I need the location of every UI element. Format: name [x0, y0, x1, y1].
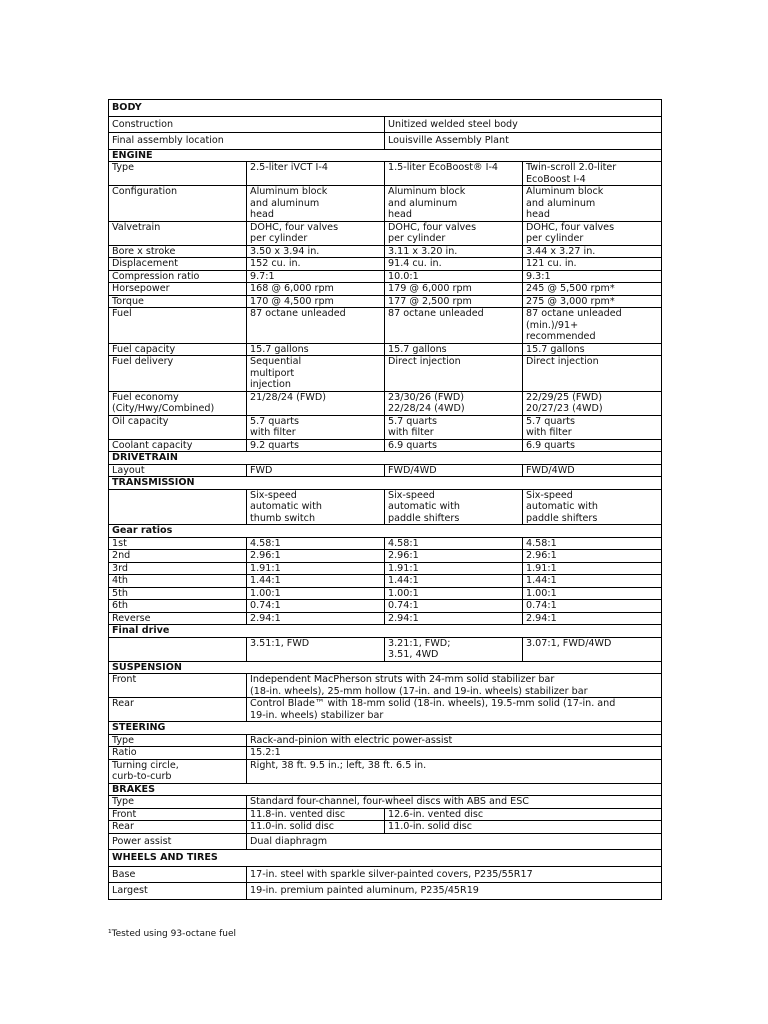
engine-row — [109, 439, 662, 452]
suspension-row — [109, 674, 662, 698]
spec-value: 2.94:1 — [385, 612, 523, 625]
spec-value: 1.00:1 — [247, 587, 385, 600]
spec-value: DOHC, four valves per cylinder — [247, 221, 385, 245]
spec-value: 15.2:1 — [247, 747, 662, 760]
spec-label: Bore x stroke — [109, 245, 247, 258]
engine-row — [109, 221, 662, 245]
section-heading-engine: ENGINE — [109, 149, 662, 162]
spec-label: Type — [109, 796, 247, 809]
steering-row — [109, 759, 662, 783]
spec-value: Rack-and-pinion with electric power-assist — [247, 734, 662, 747]
engine-row — [109, 283, 662, 296]
spec-value: 15.7 gallons — [247, 343, 385, 356]
section-heading-brakes: BRAKES — [109, 783, 662, 796]
spec-value: 3.44 x 3.27 in. — [523, 245, 662, 258]
spec-value: 91.4 cu. in. — [385, 258, 523, 271]
spec-value: 0.74:1 — [247, 600, 385, 613]
spec-value: 87 octane unleaded — [385, 308, 523, 344]
engine-row — [109, 308, 662, 344]
spec-value: Twin-scroll 2.0-liter EcoBoost I-4 — [523, 162, 662, 186]
spec-label: Fuel capacity — [109, 343, 247, 356]
spec-value: 0.74:1 — [385, 600, 523, 613]
spec-label: Reverse — [109, 612, 247, 625]
steering-row — [109, 734, 662, 747]
spec-label: Displacement — [109, 258, 247, 271]
spec-label: Fuel — [109, 308, 247, 344]
brakes-row — [109, 808, 662, 821]
spec-value: 23/30/26 (FWD) 22/28/24 (4WD) — [385, 391, 523, 415]
spec-value: 87 octane unleaded — [247, 308, 385, 344]
spec-table — [108, 99, 662, 900]
spec-value: 6.9 quarts — [523, 439, 662, 452]
gear-row — [109, 600, 662, 613]
spec-label: Base — [109, 866, 247, 883]
spec-label: 4th — [109, 575, 247, 588]
gear-row — [109, 550, 662, 563]
spec-value: 121 cu. in. — [523, 258, 662, 271]
steering-row — [109, 747, 662, 760]
spec-value: 15.7 gallons — [385, 343, 523, 356]
spec-label: Front — [109, 808, 247, 821]
spec-label: Power assist — [109, 833, 247, 850]
section-heading-steering: STEERING — [109, 722, 662, 735]
spec-value: Standard four-channel, four-wheel discs with ABS and ESC — [247, 796, 662, 809]
spec-label: Configuration — [109, 186, 247, 222]
spec-value: 4.58:1 — [247, 537, 385, 550]
section-heading-suspension: SUSPENSION — [109, 661, 662, 674]
wheels-row — [109, 866, 662, 883]
spec-value: 168 @ 6,000 rpm — [247, 283, 385, 296]
construction-value: Unitized welded steel body — [385, 116, 662, 133]
subheading-gear-ratios: Gear ratios — [109, 525, 662, 538]
spec-label: Rear — [109, 821, 247, 834]
spec-label: Valvetrain — [109, 221, 247, 245]
spec-value: 179 @ 6,000 rpm — [385, 283, 523, 296]
brakes-row — [109, 796, 662, 809]
spec-label: Largest — [109, 883, 247, 900]
section-heading-drivetrain: DRIVETRAIN — [109, 452, 662, 465]
suspension-row — [109, 698, 662, 722]
spec-value: FWD/4WD — [385, 464, 523, 477]
spec-value: Dual diaphragm — [247, 833, 662, 850]
spec-value: Aluminum block and aluminum head — [247, 186, 385, 222]
assembly-label: Final assembly location — [109, 133, 385, 150]
spec-value: 1.44:1 — [385, 575, 523, 588]
assembly-value: Louisville Assembly Plant — [385, 133, 662, 150]
final-drive-row — [109, 637, 662, 661]
spec-value: 11.8-in. vented disc — [247, 808, 385, 821]
spec-label: Type — [109, 162, 247, 186]
drivetrain-row — [109, 464, 662, 477]
engine-row — [109, 295, 662, 308]
engine-row — [109, 270, 662, 283]
spec-label: 2nd — [109, 550, 247, 563]
spec-value: 177 @ 2,500 rpm — [385, 295, 523, 308]
spec-value: 87 octane unleaded (min.)/91+ recommended — [523, 308, 662, 344]
spec-value: 9.2 quarts — [247, 439, 385, 452]
spec-label: Front — [109, 674, 247, 698]
engine-row — [109, 356, 662, 392]
spec-label: Ratio — [109, 747, 247, 760]
engine-row — [109, 391, 662, 415]
spec-value: Direct injection — [523, 356, 662, 392]
spec-value: 1.91:1 — [385, 562, 523, 575]
construction-label: Construction — [109, 116, 385, 133]
spec-value: Sequential multiport injection — [247, 356, 385, 392]
spec-value: DOHC, four valves per cylinder — [385, 221, 523, 245]
spec-value: 3.50 x 3.94 in. — [247, 245, 385, 258]
spec-value: 1.44:1 — [247, 575, 385, 588]
spec-value: 19-in. premium painted aluminum, P235/45R19 — [247, 883, 662, 900]
gear-row — [109, 562, 662, 575]
spec-value: 4.58:1 — [523, 537, 662, 550]
spec-value: 5.7 quarts with filter — [247, 415, 385, 439]
spec-label: Rear — [109, 698, 247, 722]
spec-value: 5.7 quarts with filter — [523, 415, 662, 439]
spec-label: Turning circle, curb-to-curb — [109, 759, 247, 783]
spec-value: 1.91:1 — [523, 562, 662, 575]
spec-value: 152 cu. in. — [247, 258, 385, 271]
spec-value: 1.00:1 — [523, 587, 662, 600]
section-heading-body: BODY — [109, 100, 662, 117]
spec-label: 5th — [109, 587, 247, 600]
spec-value: 1.00:1 — [385, 587, 523, 600]
spec-value: 2.96:1 — [523, 550, 662, 563]
footnote: ¹Tested using 93-octane fuel — [108, 929, 236, 939]
spec-value: 3.51:1, FWD — [247, 637, 385, 661]
spec-value: Independent MacPherson struts with 24-mm solid stabilizer bar (18-in. wheels), 25-mm hollow (17-in. and 19-in. wheels) stabilizer bar — [247, 674, 662, 698]
engine-row — [109, 415, 662, 439]
spec-value: 1.5-liter EcoBoost® I-4 — [385, 162, 523, 186]
wheels-row — [109, 883, 662, 900]
spec-value: 12.6-in. vented disc — [385, 808, 662, 821]
spec-value: 3.11 x 3.20 in. — [385, 245, 523, 258]
spec-value: 2.96:1 — [385, 550, 523, 563]
spec-value: 1.44:1 — [523, 575, 662, 588]
spec-label: 6th — [109, 600, 247, 613]
spec-label: Oil capacity — [109, 415, 247, 439]
spec-value: 11.0-in. solid disc — [385, 821, 662, 834]
gear-row — [109, 575, 662, 588]
spec-value: Aluminum block and aluminum head — [523, 186, 662, 222]
engine-row — [109, 245, 662, 258]
spec-value: 245 @ 5,500 rpm* — [523, 283, 662, 296]
spec-value: Six-speed automatic with paddle shifters — [385, 489, 523, 525]
engine-row — [109, 258, 662, 271]
spec-value: 170 @ 4,500 rpm — [247, 295, 385, 308]
spec-value: 15.7 gallons — [523, 343, 662, 356]
spec-value: DOHC, four valves per cylinder — [523, 221, 662, 245]
spec-value: 17-in. steel with sparkle silver-painted covers, P235/55R17 — [247, 866, 662, 883]
engine-row — [109, 162, 662, 186]
spec-value: 2.94:1 — [523, 612, 662, 625]
spec-value: 3.21:1, FWD; 3.51, 4WD — [385, 637, 523, 661]
spec-value: 2.94:1 — [247, 612, 385, 625]
spec-value: 275 @ 3,000 rpm* — [523, 295, 662, 308]
engine-row — [109, 186, 662, 222]
spec-value: 11.0-in. solid disc — [247, 821, 385, 834]
spec-value: Direct injection — [385, 356, 523, 392]
transmission-row — [109, 489, 662, 525]
spec-label: Fuel economy (City/Hwy/Combined) — [109, 391, 247, 415]
spec-sheet — [108, 99, 661, 900]
spec-label: Compression ratio — [109, 270, 247, 283]
section-heading-wheels: WHEELS AND TIRES — [109, 850, 662, 867]
spec-label — [109, 637, 247, 661]
spec-value: 5.7 quarts with filter — [385, 415, 523, 439]
spec-value: 9.3:1 — [523, 270, 662, 283]
subheading-final-drive: Final drive — [109, 625, 662, 638]
section-heading-transmission: TRANSMISSION — [109, 477, 662, 490]
spec-value: 1.91:1 — [247, 562, 385, 575]
gear-row — [109, 587, 662, 600]
spec-value: 9.7:1 — [247, 270, 385, 283]
spec-value: Six-speed automatic with thumb switch — [247, 489, 385, 525]
spec-label: Layout — [109, 464, 247, 477]
spec-value: 22/29/25 (FWD) 20/27/23 (4WD) — [523, 391, 662, 415]
spec-value: 4.58:1 — [385, 537, 523, 550]
spec-label — [109, 489, 247, 525]
spec-value: 2.5-liter iVCT I-4 — [247, 162, 385, 186]
gear-row — [109, 612, 662, 625]
brakes-row — [109, 821, 662, 834]
engine-row — [109, 343, 662, 356]
spec-value: 10.0:1 — [385, 270, 523, 283]
spec-label: Torque — [109, 295, 247, 308]
spec-label: Fuel delivery — [109, 356, 247, 392]
spec-value: 6.9 quarts — [385, 439, 523, 452]
brakes-row — [109, 833, 662, 850]
spec-label: 1st — [109, 537, 247, 550]
spec-value: 21/28/24 (FWD) — [247, 391, 385, 415]
spec-value: Right, 38 ft. 9.5 in.; left, 38 ft. 6.5 in. — [247, 759, 662, 783]
spec-label: Coolant capacity — [109, 439, 247, 452]
spec-label: Type — [109, 734, 247, 747]
spec-label: Horsepower — [109, 283, 247, 296]
spec-label: 3rd — [109, 562, 247, 575]
spec-value: FWD — [247, 464, 385, 477]
spec-value: FWD/4WD — [523, 464, 662, 477]
spec-value: Six-speed automatic with paddle shifters — [523, 489, 662, 525]
spec-value: 0.74:1 — [523, 600, 662, 613]
spec-value: 3.07:1, FWD/4WD — [523, 637, 662, 661]
spec-value: 2.96:1 — [247, 550, 385, 563]
spec-value: Control Blade™ with 18-mm solid (18-in. wheels), 19.5-mm solid (17-in. and 19-in. wheels) stabilizer bar — [247, 698, 662, 722]
gear-row — [109, 537, 662, 550]
spec-value: Aluminum block and aluminum head — [385, 186, 523, 222]
